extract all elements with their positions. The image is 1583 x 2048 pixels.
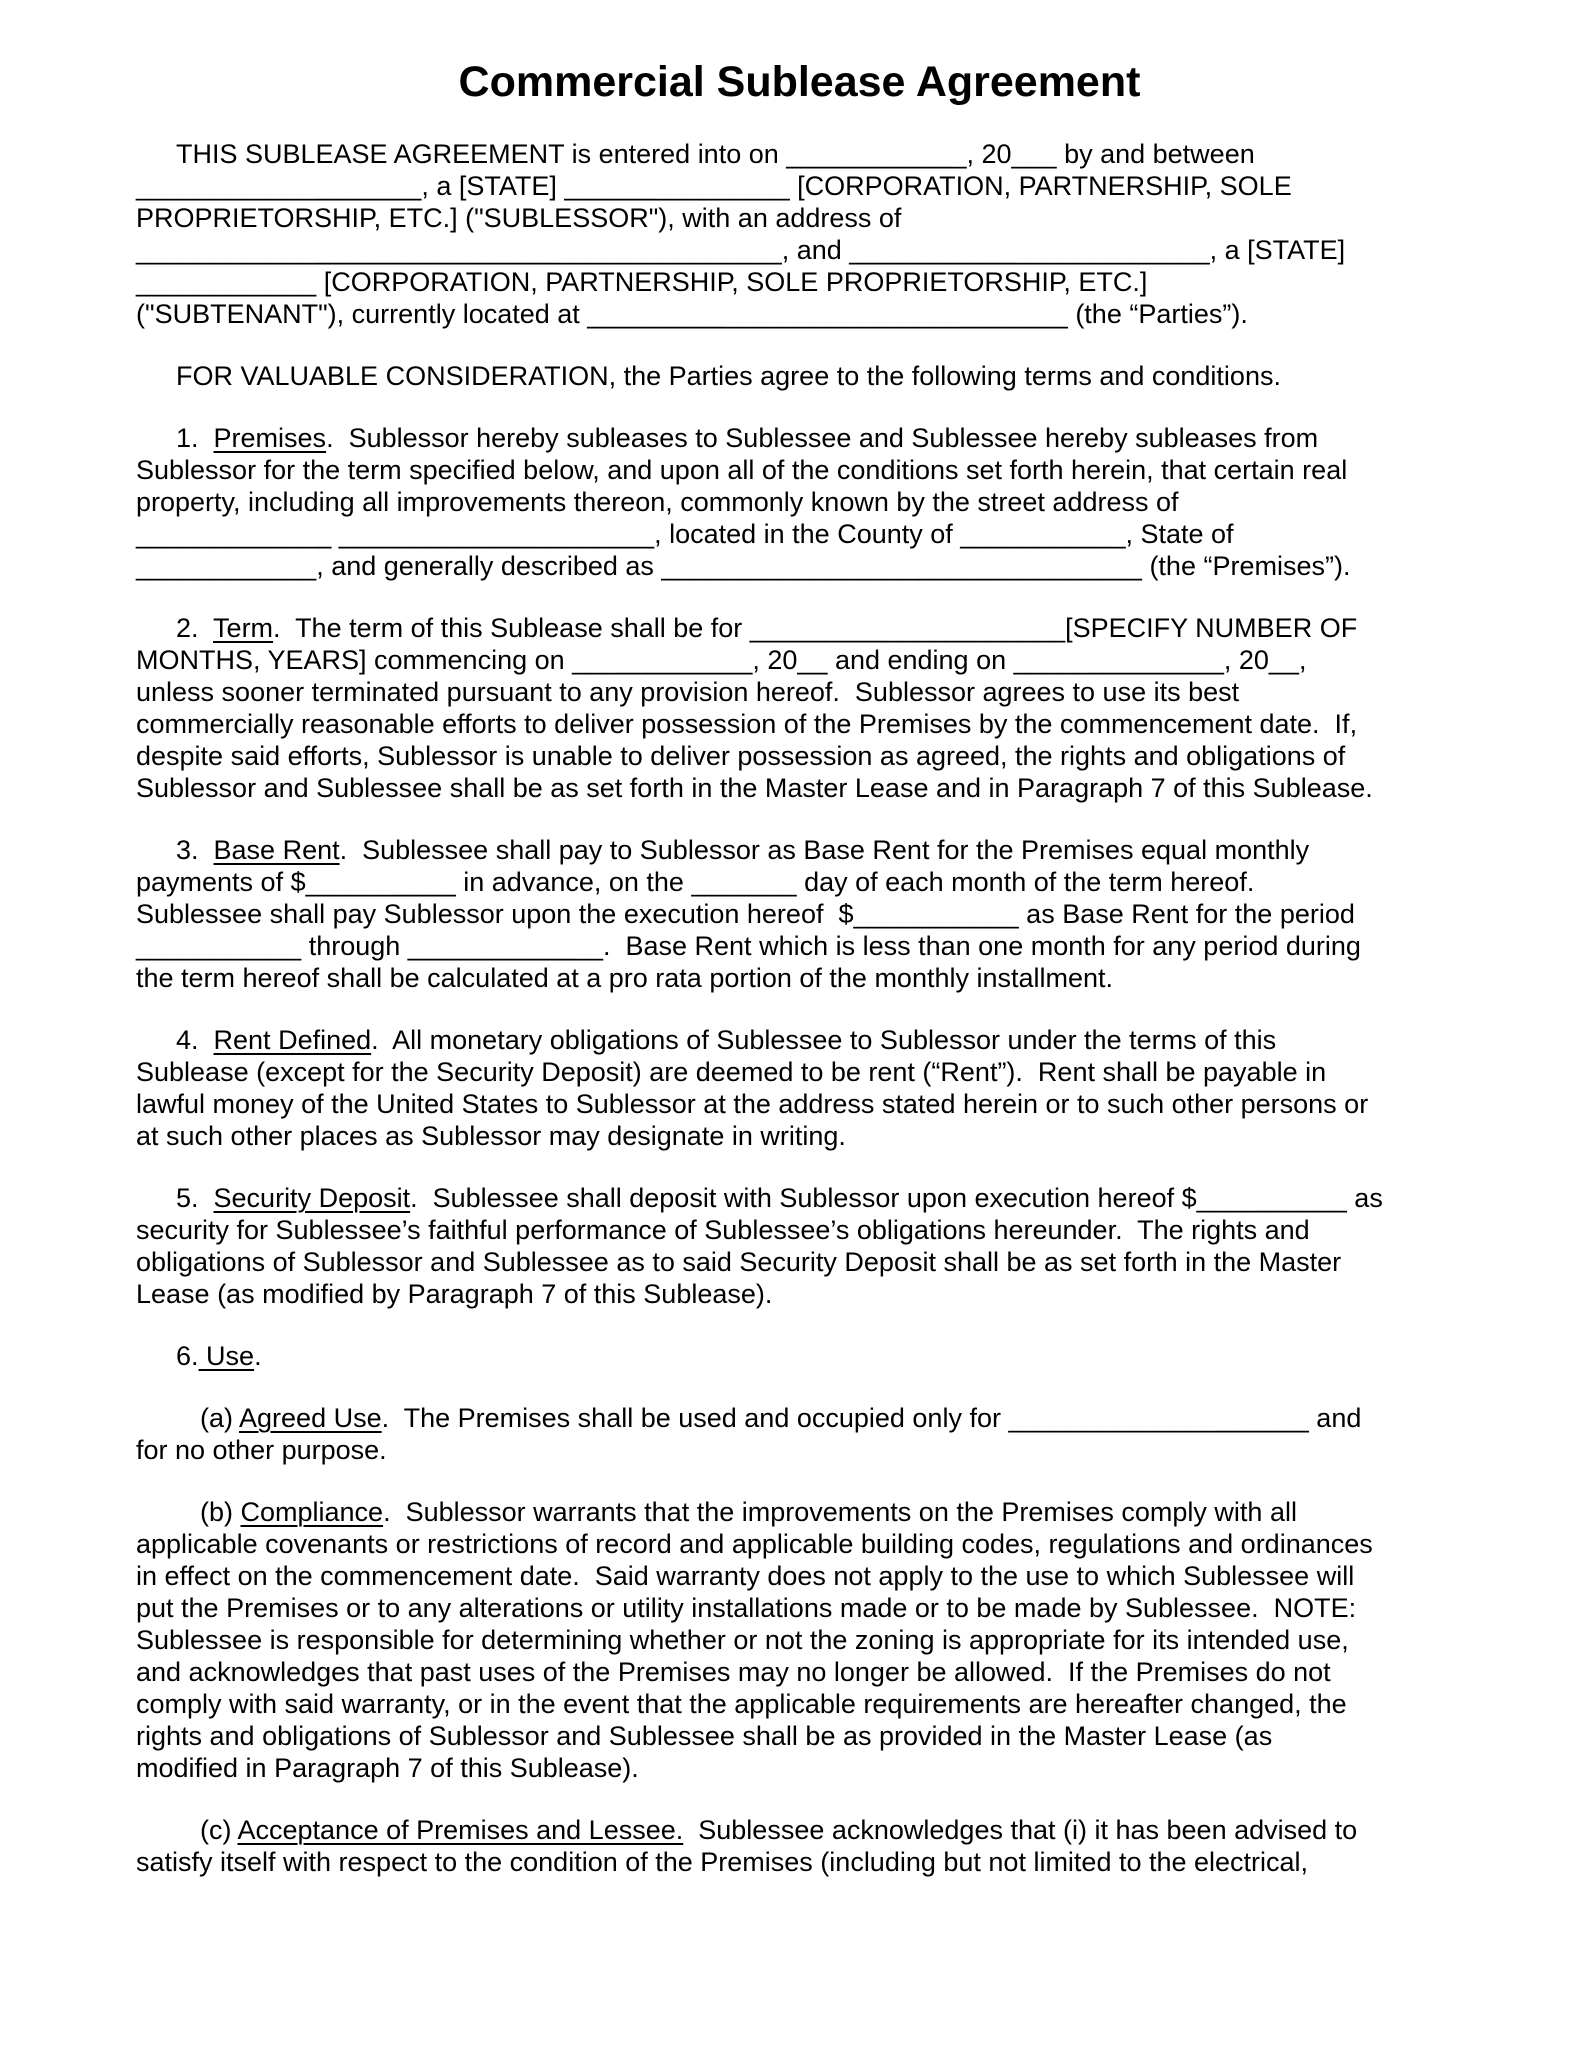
blank-field: _______ bbox=[691, 867, 797, 897]
text-run: despite said efforts, Sublessor is unable to deliver possession as agreed, the rights and obligations of bbox=[136, 741, 1346, 771]
section-2-term bbox=[136, 612, 1463, 804]
text-run: obligations of Sublessor and Sublessee as to said Security Deposit shall be as set forth in the Master bbox=[136, 1247, 1342, 1277]
text-run: 2. bbox=[176, 613, 214, 643]
clause-heading: Base Rent bbox=[213, 835, 340, 865]
text-run: . Base Rent which is less than one month for any period during bbox=[602, 931, 1361, 961]
text-run: put the Premises or to any alterations or utility installations made or to be made by Sublessee. NOTE: bbox=[136, 1593, 1357, 1623]
blank-field: ____________ bbox=[136, 267, 317, 297]
text-run: lawful money of the United States to Sublessor at the address stated herein or to such other persons or bbox=[136, 1089, 1369, 1119]
blank-field: ________________________ bbox=[849, 235, 1210, 265]
section-6c-acceptance bbox=[136, 1814, 1463, 1878]
clause-heading: Rent Defined bbox=[213, 1025, 372, 1055]
clause-heading: Agreed Use bbox=[239, 1403, 382, 1433]
text-run: payments of $ bbox=[136, 867, 306, 897]
text-run: by and between bbox=[1056, 139, 1255, 169]
text-run: satisfy itself with respect to the condition of the Premises (including but not limited to the electrical, bbox=[136, 1847, 1309, 1877]
blank-field: __________ bbox=[1196, 1183, 1347, 1213]
blank-field: ____________ bbox=[136, 551, 317, 581]
text-run: (a) bbox=[200, 1403, 240, 1433]
section-1-premises bbox=[136, 422, 1463, 582]
text-run: through bbox=[301, 931, 408, 961]
text-run: 6. bbox=[176, 1341, 199, 1371]
text-run: 1. bbox=[176, 423, 214, 453]
text-run: and bbox=[1308, 1403, 1362, 1433]
blank-field: ______________ bbox=[1013, 645, 1224, 675]
text-run: , 20 bbox=[966, 139, 1012, 169]
blank-field: ____________ bbox=[572, 645, 753, 675]
text-run: rights and obligations of Sublessor and Sublessee shall be as provided in the Master Lease (as bbox=[136, 1721, 1273, 1751]
text-run: , a [STATE] bbox=[1209, 235, 1346, 265]
text-run: comply with said warranty, or in the event that the applicable requirements are hereafter changed, the bbox=[136, 1689, 1347, 1719]
text-run: ("SUBTENANT"), currently located at bbox=[136, 299, 588, 329]
text-run: security for Sublessee’s faithful performance of Sublessee’s obligations hereunder. The rights and bbox=[136, 1215, 1310, 1245]
text-run: (b) bbox=[200, 1497, 241, 1527]
text-run: . Sublessee shall pay to Sublessor as Base Rent for the Premises equal monthly bbox=[339, 835, 1310, 865]
text-run: , a [STATE] bbox=[421, 171, 565, 201]
blank-field: ________________________________ bbox=[661, 551, 1142, 581]
text-run: , located in the County of bbox=[654, 519, 961, 549]
blank-field: __________ bbox=[305, 867, 456, 897]
section-6-use bbox=[136, 1340, 1463, 1372]
blank-field: ___ bbox=[1011, 139, 1057, 169]
document-body bbox=[136, 138, 1463, 1878]
blank-field: _____________________ bbox=[749, 613, 1066, 643]
blank-field: _____________________ bbox=[338, 519, 655, 549]
text-run: , 20 bbox=[752, 645, 798, 675]
text-run: in advance, on the bbox=[455, 867, 692, 897]
text-run: , 20 bbox=[1223, 645, 1269, 675]
text-run: (the “Parties”). bbox=[1067, 299, 1248, 329]
text-run: for no other purpose. bbox=[136, 1435, 387, 1465]
text-run: property, including all improvements thereon, commonly known by the street address of bbox=[136, 487, 1179, 517]
text-run: , bbox=[1298, 645, 1307, 675]
text-run: commercially reasonable efforts to deliver possession of the Premises by the commencement date. If, bbox=[136, 709, 1358, 739]
text-run: modified in Paragraph 7 of this Sublease). bbox=[136, 1753, 639, 1783]
text-run: MONTHS, YEARS] commencing on bbox=[136, 645, 573, 675]
blank-field: ___________ bbox=[960, 519, 1126, 549]
text-run: [SPECIFY NUMBER OF bbox=[1065, 613, 1358, 643]
section-5-security-deposit bbox=[136, 1182, 1463, 1310]
blank-field: _______________ bbox=[564, 171, 790, 201]
text-run: THIS SUBLEASE AGREEMENT is entered into on bbox=[176, 139, 787, 169]
text-run: FOR VALUABLE CONSIDERATION, the Parties agree to the following terms and conditions. bbox=[176, 361, 1281, 391]
text-run: the term hereof shall be calculated at a pro rata portion of the monthly installment. bbox=[136, 963, 1114, 993]
text-run: Sublessee is responsible for determining whether or not the zoning is appropriate for its intended use, bbox=[136, 1625, 1349, 1655]
text-run: 3. bbox=[176, 835, 214, 865]
text-run: [CORPORATION, PARTNERSHIP, SOLE PROPRIETORSHIP, ETC.] bbox=[316, 267, 1148, 297]
blank-field: ___________ bbox=[853, 899, 1019, 929]
text-run: Lease (as modified by Paragraph 7 of this Sublease). bbox=[136, 1279, 773, 1309]
text-run: and ending on bbox=[827, 645, 1014, 675]
clause-heading: Security Deposit bbox=[213, 1183, 411, 1213]
blank-field: _____________ bbox=[136, 519, 332, 549]
text-run: as bbox=[1346, 1183, 1383, 1213]
text-run: as Base Rent for the period bbox=[1018, 899, 1355, 929]
section-6a-agreed-use bbox=[136, 1402, 1463, 1466]
text-run bbox=[331, 519, 339, 549]
text-run: 4. bbox=[176, 1025, 214, 1055]
blank-field: ___________ bbox=[136, 931, 302, 961]
text-run: day of each month of the term hereof. bbox=[796, 867, 1255, 897]
text-run: . The Premises shall be used and occupied only for bbox=[381, 1403, 1009, 1433]
blank-field: ___________________________________________ bbox=[136, 235, 782, 265]
text-run: 5. bbox=[176, 1183, 214, 1213]
consideration-clause bbox=[136, 360, 1463, 392]
text-run: and acknowledges that past uses of the Premises may no longer be allowed. If the Premises do not bbox=[136, 1657, 1331, 1687]
text-run: [CORPORATION, PARTNERSHIP, SOLE bbox=[789, 171, 1292, 201]
clause-heading: Acceptance of Premises and Lessee. bbox=[237, 1815, 684, 1845]
blank-field: ____________ bbox=[786, 139, 967, 169]
section-6b-compliance bbox=[136, 1496, 1463, 1784]
section-3-base-rent bbox=[136, 834, 1463, 994]
clause-heading: Use bbox=[198, 1341, 255, 1371]
clause-heading: Premises bbox=[213, 423, 327, 453]
text-run: Sublessee acknowledges that (i) it has been advised to bbox=[683, 1815, 1358, 1845]
clause-heading: Term bbox=[213, 613, 274, 643]
intro-clause bbox=[136, 138, 1463, 330]
text-run: Sublessor and Sublessee shall be as set forth in the Master Lease and in Paragraph 7 of this Sublease. bbox=[136, 773, 1373, 803]
text-run: . Sublessor warrants that the improvements on the Premises comply with all bbox=[383, 1497, 1297, 1527]
blank-field: ________________________________ bbox=[587, 299, 1068, 329]
text-run: . Sublessor hereby subleases to Sublessee and Sublessee hereby subleases from bbox=[326, 423, 1319, 453]
clause-heading: Compliance bbox=[240, 1497, 384, 1527]
text-run: in effect on the commencement date. Said warranty does not apply to the use to which Sublessee will bbox=[136, 1561, 1355, 1591]
text-run: Sublessee shall pay Sublessor upon the execution hereof $ bbox=[136, 899, 854, 929]
document-title: Commercial Sublease Agreement bbox=[458, 58, 1141, 106]
text-run: , and bbox=[781, 235, 850, 265]
text-run: PROPRIETORSHIP, ETC.] ("SUBLESSOR"), with an address of bbox=[136, 203, 902, 233]
text-run: . All monetary obligations of Sublessee to Sublessor under the terms of this bbox=[371, 1025, 1277, 1055]
text-run: , and generally described as bbox=[316, 551, 662, 581]
text-run: (c) bbox=[200, 1815, 238, 1845]
section-4-rent-defined bbox=[136, 1024, 1463, 1152]
blank-field: __ bbox=[797, 645, 828, 675]
text-run: unless sooner terminated pursuant to any provision hereof. Sublessor agrees to use its best bbox=[136, 677, 1240, 707]
text-run: , State of bbox=[1125, 519, 1234, 549]
blank-field: ___________________ bbox=[136, 171, 422, 201]
text-run: (the “Premises”). bbox=[1141, 551, 1351, 581]
text-run: . bbox=[254, 1341, 262, 1371]
text-run: Sublease (except for the Security Deposit) are deemed to be rent (“Rent”). Rent shall be payable in bbox=[136, 1057, 1327, 1087]
blank-field: _____________ bbox=[407, 931, 603, 961]
text-run: Sublessor for the term specified below, and upon all of the conditions set forth herein, that certain real bbox=[136, 455, 1348, 485]
text-run: applicable covenants or restrictions of record and applicable building codes, regulations and ordinances bbox=[136, 1529, 1373, 1559]
blank-field: ____________________ bbox=[1008, 1403, 1309, 1433]
blank-field: __ bbox=[1268, 645, 1299, 675]
text-run: . Sublessee shall deposit with Sublessor upon execution hereof $ bbox=[410, 1183, 1197, 1213]
text-run: at such other places as Sublessor may designate in writing. bbox=[136, 1121, 846, 1151]
text-run: . The term of this Sublease shall be for bbox=[273, 613, 750, 643]
